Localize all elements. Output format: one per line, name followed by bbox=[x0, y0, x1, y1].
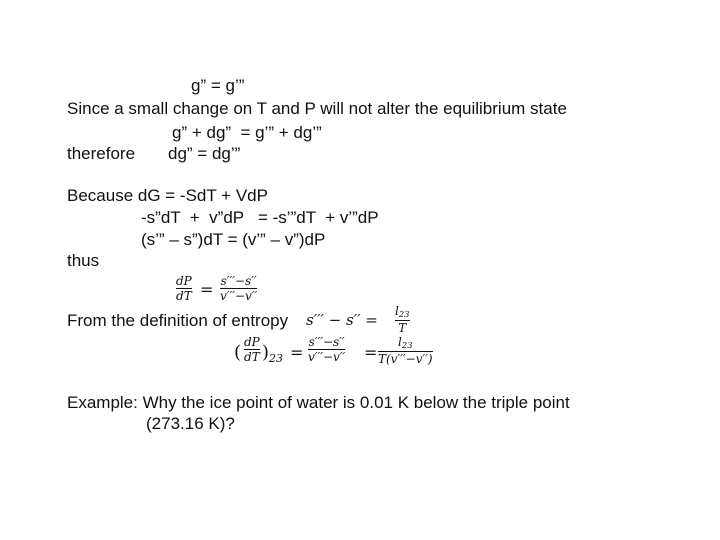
equals-sign: = bbox=[200, 280, 214, 299]
fraction-denominator: v′′′−v′′ bbox=[220, 289, 258, 303]
equals-sign: = bbox=[290, 343, 304, 362]
line-therefore-label: therefore bbox=[67, 144, 136, 163]
close-paren: ) bbox=[262, 342, 270, 363]
fraction-entropy-volume bbox=[220, 275, 257, 302]
open-paren: ( bbox=[234, 342, 242, 363]
example-question: Example: Why the ice point of water is 0.01 K below the triple point bbox=[67, 393, 570, 412]
line-differential-sum: g” + dg” = g’” + dg’” bbox=[172, 123, 322, 142]
fraction-numerator: s′′′−s′′ bbox=[220, 274, 257, 288]
fraction-latent-heat-clapeyron bbox=[378, 336, 433, 365]
fraction-numerator: $l_{23}$ bbox=[398, 335, 413, 351]
line-rearranged: (s’” – s”)dT = (v’” – v”)dP bbox=[141, 230, 326, 249]
line-thus: thus bbox=[67, 251, 100, 270]
subscript-23: 23 bbox=[269, 352, 283, 365]
fraction-numerator: s′′′−s′′ bbox=[308, 335, 345, 349]
line-gibbs: Because dG = -SdT + VdP bbox=[67, 186, 268, 205]
fraction-dp-dt bbox=[176, 275, 192, 302]
fraction-denominator: v′′′−v′′ bbox=[308, 350, 346, 364]
fraction-latent-heat-over-t bbox=[395, 305, 410, 334]
fraction-numerator: $l_{23}$ bbox=[395, 304, 410, 320]
entropy-difference: s′′′ − s′′ = bbox=[306, 311, 378, 329]
line-therefore-equation: dg” = dg’” bbox=[168, 144, 241, 163]
fraction-denominator: dT bbox=[244, 350, 260, 364]
fraction-numerator: dP bbox=[176, 274, 192, 288]
fraction-numerator: dP bbox=[244, 335, 260, 349]
line-entropy-definition: From the definition of entropy bbox=[67, 311, 289, 330]
equals-sign: = bbox=[364, 343, 378, 362]
line-substitution: -s”dT + v”dP = -s’”dT + v’”dP bbox=[141, 208, 379, 227]
equilibrium-equation: g” = g’” bbox=[191, 76, 245, 95]
fraction-dp-dt-23 bbox=[244, 336, 260, 363]
fraction-denominator: T(v′′′−v′′) bbox=[378, 351, 433, 366]
fraction-denominator: T bbox=[398, 320, 407, 335]
line-small-change: Since a small change on T and P will not alter the equilibrium state bbox=[67, 99, 567, 118]
fraction-entropy-volume-2 bbox=[308, 336, 345, 363]
example-question-continued: (273.16 K)? bbox=[146, 414, 235, 433]
fraction-denominator: dT bbox=[176, 289, 192, 303]
